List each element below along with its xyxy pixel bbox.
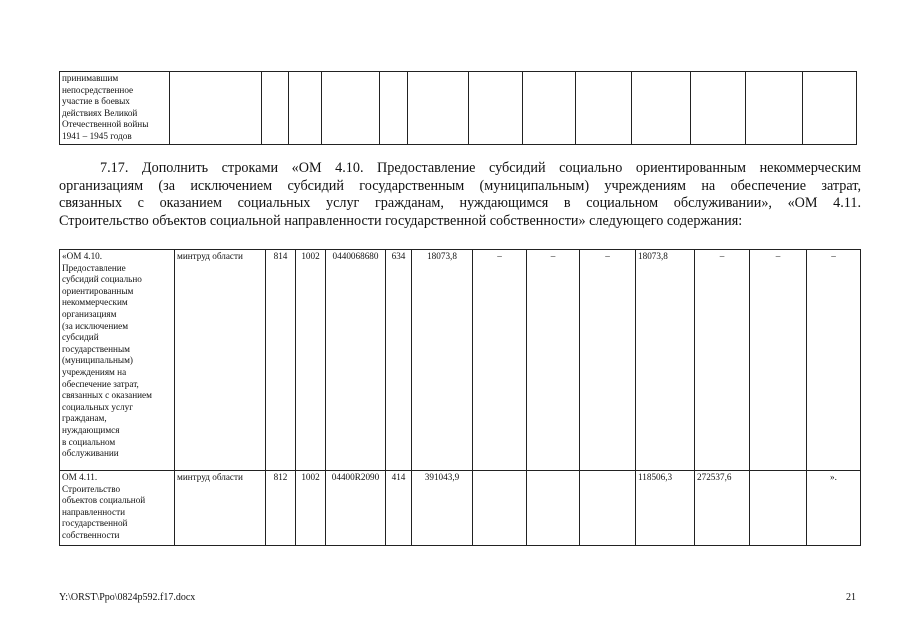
- closing-quote-cell: ».: [807, 471, 861, 546]
- measure-name-cell: ОМ 4.11. Строительство объектов социальной направленности государственной собственности: [60, 471, 175, 546]
- rzpr-cell: 1002: [296, 250, 326, 471]
- year-value-cell: –: [527, 250, 580, 471]
- year-value-cell: –: [473, 250, 527, 471]
- year-value-cell: [473, 471, 527, 546]
- budget-table: [59, 249, 861, 546]
- measure-name-cell: «ОМ 4.10. Предоставление субсидий социально ориентированным некоммерческим организациям (за исключением субсидий государственным (муниципальным) учреждениям на обеспечение затрат, связанных с оказанием социальных услуг гражданам, нуждающимся в социальном обслуживании: [60, 250, 175, 471]
- table-row: [60, 72, 857, 145]
- year-value-cell: [580, 471, 636, 546]
- table-row: [60, 250, 861, 471]
- amendment-paragraph: [59, 160, 861, 230]
- grbs-cell: 814: [266, 250, 296, 471]
- file-path: Y:\ORST\Ppo\0824p592.f17.docx: [59, 592, 196, 603]
- paragraph-line: Строительство объектов социальной направленности государственной собственности» следующего содержания:: [59, 212, 743, 229]
- row-name-cell: принимавшим непосредственное участие в боевых действиях Великой Отечественной войны 1941 – 1945 годов: [60, 72, 170, 145]
- paragraph-line: связанных с оказанием социальных услуг гражданам, нуждающимся в социальном обслуживании», «ОМ 4.11.: [59, 195, 861, 211]
- year-value-cell: [527, 471, 580, 546]
- vr-cell: 414: [386, 471, 412, 546]
- continued-table: [59, 71, 857, 145]
- executor-cell: минтруд области: [175, 471, 266, 546]
- year-value-cell: 18073,8: [636, 250, 695, 471]
- year-value-cell: –: [695, 250, 750, 471]
- year-value-cell: [750, 471, 807, 546]
- year-value-cell: –: [807, 250, 861, 471]
- total-cell: 18073,8: [412, 250, 473, 471]
- total-cell: 391043,9: [412, 471, 473, 546]
- year-value-cell: 272537,6: [695, 471, 750, 546]
- csr-cell: 04400R2090: [326, 471, 386, 546]
- csr-cell: 0440068680: [326, 250, 386, 471]
- year-value-cell: –: [750, 250, 807, 471]
- executor-cell: минтруд области: [175, 250, 266, 471]
- rzpr-cell: 1002: [296, 471, 326, 546]
- paragraph-line: 7.17. Дополнить строками «ОМ 4.10. Предоставление субсидий социально ориентированным некоммерческим: [100, 160, 861, 176]
- year-value-cell: 118506,3: [636, 471, 695, 546]
- year-value-cell: –: [580, 250, 636, 471]
- paragraph-line: организациям (за исключением субсидий государственным (муниципальным) учреждениям на обеспечение затрат,: [59, 177, 861, 194]
- page-number: 21: [846, 592, 856, 603]
- table-row: [60, 471, 861, 546]
- vr-cell: 634: [386, 250, 412, 471]
- grbs-cell: 812: [266, 471, 296, 546]
